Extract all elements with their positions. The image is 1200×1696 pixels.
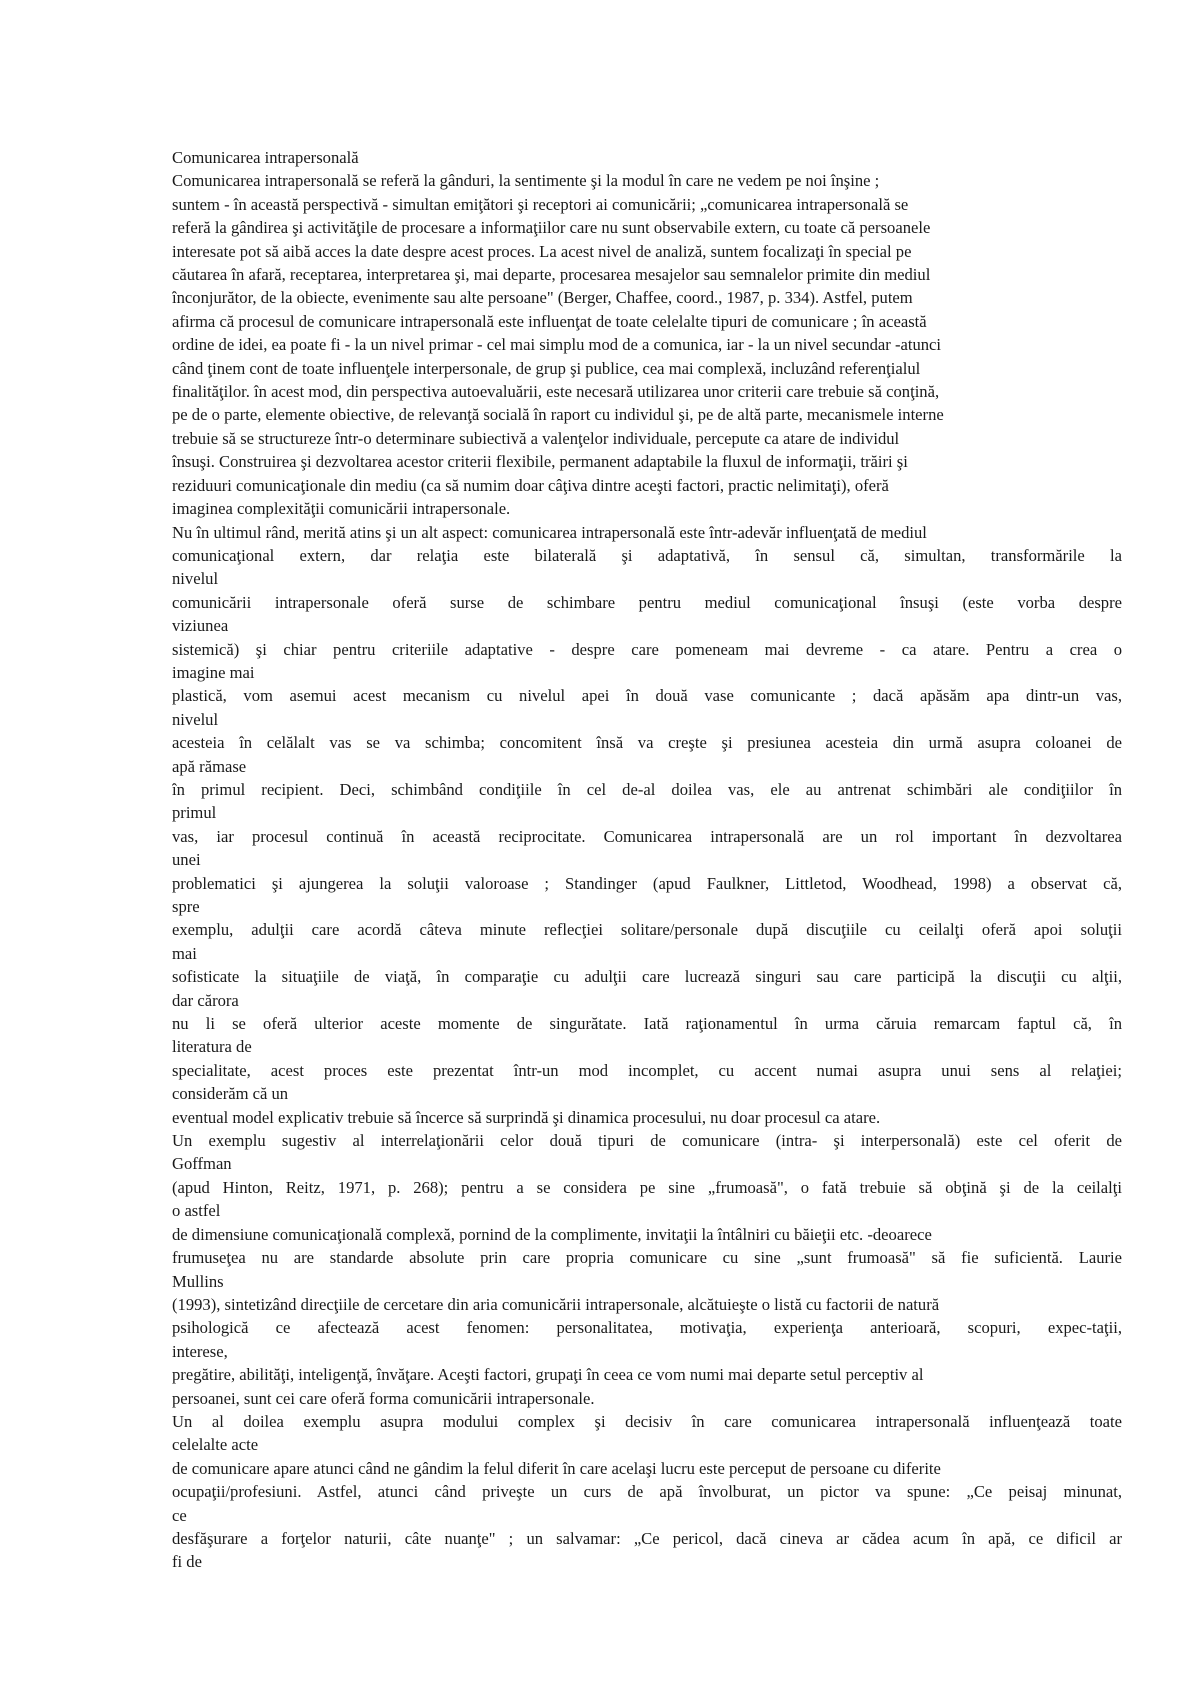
text-line: comunicaţional extern, dar relaţia este bilaterală şi adaptativă, în sensul că, simultan, transformările la (172, 545, 1122, 565)
text-line: comunicării intrapersonale oferă surse de schimbare pentru mediul comunicaţional însuşi (este vorba despre (172, 592, 1122, 612)
text-line: problematici şi ajungerea la soluţii valoroase ; Standinger (apud Faulkner, Littletod, Woodhead, 1998) a observat că, (172, 873, 1122, 893)
text-line: în primul recipient. Deci, schimbând condiţiile în cel de-al doilea vas, ele au antrenat schimbări ale condiţiilor în (172, 779, 1122, 799)
text-line: imagine mai (172, 662, 255, 682)
text-line: nu li se oferă ulterior aceste momente de singurătate. Iată raţionamentul în urma căruia remarcam faptul că, în (172, 1014, 1122, 1034)
text-line: referă la gândirea şi activităţile de procesare a informaţiilor care nu sunt observabile extern, cu toate că persoanele (172, 218, 931, 238)
text-line: căutarea în afară, receptarea, interpretarea şi, mai departe, procesarea mesajelor sau semnalelor primite din mediul (172, 265, 931, 285)
text-line: fi de (172, 1552, 202, 1572)
text-line: suntem - în această perspectivă - simultan emiţători şi receptori ai comunicării; „comunicarea intrapersonală se (172, 194, 909, 214)
text-line: ordine de idei, ea poate fi - la un nivel primar - cel mai simplu mod de a comunica, iar - la un nivel secundar -atunci (172, 335, 942, 355)
text-line: celelalte acte (172, 1435, 259, 1455)
text-line: Comunicarea intrapersonală se referă la gânduri, la sentimente şi la modul în care ne vedem pe noi înşine ; (172, 171, 880, 191)
text-line: trebuie să se structureze într-o determinare subiectivă a valenţelor individuale, percepute ca atare de individul (172, 428, 900, 448)
text-line: înconjurător, de la obiecte, evenimente sau alte persoane" (Berger, Chaffee, coord., 1987, p. 334). Astfel, putem (172, 288, 913, 308)
text-line: de dimensiune comunicaţională complexă, pornind de la complimente, invitaţii la întâlniri cu băieţii etc. -deoarece (172, 1224, 932, 1244)
text-line: unei (172, 850, 201, 870)
text-line: nivelul (172, 569, 219, 589)
text-line: Un exemplu sugestiv al interrelaţionării celor două tipuri de comunicare (intra- şi interpersonală) este cel oferit de (172, 1131, 1122, 1151)
text-line: (apud Hinton, Reitz, 1971, p. 268); pentru a se considera pe sine „frumoasă", o fată trebuie să obţină şi de la ceilalţi (172, 1177, 1122, 1197)
text-line: când ţinem cont de toate influenţele interpersonale, de grup şi publice, cea mai complexă, incluzând referenţialul (172, 358, 921, 378)
text-line: sofisticate la situaţiile de viaţă, în comparaţie cu adulţii care lucrează singuri sau care participă la discuţii cu alţii, (172, 967, 1122, 987)
text-line: sistemică) şi chiar pentru criteriile adaptative - despre care pomeneam mai devreme - ca atare. Pentru a crea o (172, 639, 1122, 659)
text-line: literatura de (172, 1037, 252, 1057)
text-line: dar cărora (172, 990, 239, 1010)
text-line: frumuseţea nu are standarde absolute prin care propria comunicare cu sine „sunt frumoasă" să fie suficientă. Laurie (172, 1248, 1122, 1268)
text-line: reziduuri comunicaţionale din mediu (ca să numim doar câţiva dintre aceşti factori, practic nelimitaţi), oferă (172, 475, 889, 495)
text-line: interesate pot să aibă acces la date despre acest proces. La acest nivel de analiză, suntem focalizaţi în special pe (172, 241, 912, 261)
text-line: apă rămase (172, 756, 247, 776)
text-line: ocupaţii/profesiuni. Astfel, atunci când priveşte un curs de apă învolburat, un pictor va spune: „Ce peisaj minunat, (172, 1482, 1122, 1502)
text-line: imaginea complexităţii comunicării intrapersonale. (172, 499, 511, 519)
text-line: pe de o parte, elemente obiective, de relevanţă socială în raport cu individul şi, pe de altă parte, mecanismele interne (172, 405, 944, 425)
text-line: Un al doilea exemplu asupra modului complex şi decisiv în care comunicarea intrapersonală influenţează toate (172, 1411, 1122, 1431)
document-body (172, 146, 1122, 1574)
text-line: persoanei, sunt cei care oferă forma comunicării intrapersonale. (172, 1388, 595, 1408)
text-line: plastică, vom asemui acest mecanism cu nivelul apei în două vase comunicante ; dacă apăsăm apa dintr-un vas, (172, 686, 1122, 706)
text-line: interese, (172, 1341, 228, 1361)
document-title: Comunicarea intrapersonală (172, 148, 359, 167)
text-line: mai (172, 943, 197, 963)
text-line: vas, iar procesul continuă în această reciprocitate. Comunicarea intrapersonală are un rol important în dezvoltarea (172, 826, 1122, 846)
text-line: pregătire, abilităţi, inteligenţă, învăţare. Aceşti factori, grupaţi în ceea ce vom numi mai departe setul perceptiv al (172, 1365, 924, 1385)
text-line: considerăm că un (172, 1084, 289, 1104)
text-line: finalităţilor. în acest mod, din perspectiva autoevaluării, este necesară utilizarea unor criterii care trebuie să conţină, (172, 382, 940, 402)
text-line: Nu în ultimul rând, merită atins şi un alt aspect: comunicarea intrapersonală este într-adevăr influenţată de mediul (172, 522, 927, 542)
text-line: specialitate, acest proces este prezentat într-un mod incomplet, cu accent numai asupra unui sens al relaţiei; (172, 1060, 1122, 1080)
text-line: spre (172, 897, 200, 916)
text-line: desfăşurare a forţelor naturii, câte nuanţe" ; un salvamar: „Ce pericol, dacă cineva ar cădea acum în apă, ce dificil ar (172, 1528, 1122, 1548)
text-line: afirma că procesul de comunicare intrapersonală este influenţat de toate celelalte tipuri de comunicare ; în această (172, 311, 927, 331)
text-line: însuşi. Construirea şi dezvoltarea acestor criterii flexibile, permanent adaptabile la fluxul de informaţii, trăiri şi (172, 452, 908, 472)
text-line: Goffman (172, 1154, 232, 1174)
text-line: psihologică ce afectează acest fenomen: personalitatea, motivaţia, experienţa anterioară, scopuri, expec-taţii, (172, 1318, 1122, 1338)
text-line: acesteia în celălalt vas se va schimba; concomitent însă va creşte şi presiunea acesteia din urmă asupra coloanei de (172, 733, 1122, 753)
text-line: eventual model explicativ trebuie să încerce să surprindă şi dinamica procesului, nu doar procesul ca atare. (172, 1107, 881, 1127)
text-line: Mullins (172, 1271, 224, 1291)
text-line: primul (172, 803, 217, 823)
document-text (172, 169, 1122, 1573)
text-line: (1993), sintetizând direcţiile de cercetare din aria comunicării intrapersonale, alcătuieşte o listă cu factorii de natură (172, 1294, 940, 1314)
text-line: exemplu, adulţii care acordă câteva minute reflecţiei solitare/personale după discuţiile cu ceilalţi oferă apoi soluţii (172, 920, 1122, 940)
text-line: de comunicare apare atunci când ne gândim la felul diferit în care acelaşi lucru este perceput de persoane cu diferite (172, 1458, 941, 1478)
text-line: o astfel (172, 1201, 221, 1221)
text-line: viziunea (172, 616, 229, 636)
text-line: ce (172, 1505, 187, 1525)
text-line: nivelul (172, 709, 219, 729)
